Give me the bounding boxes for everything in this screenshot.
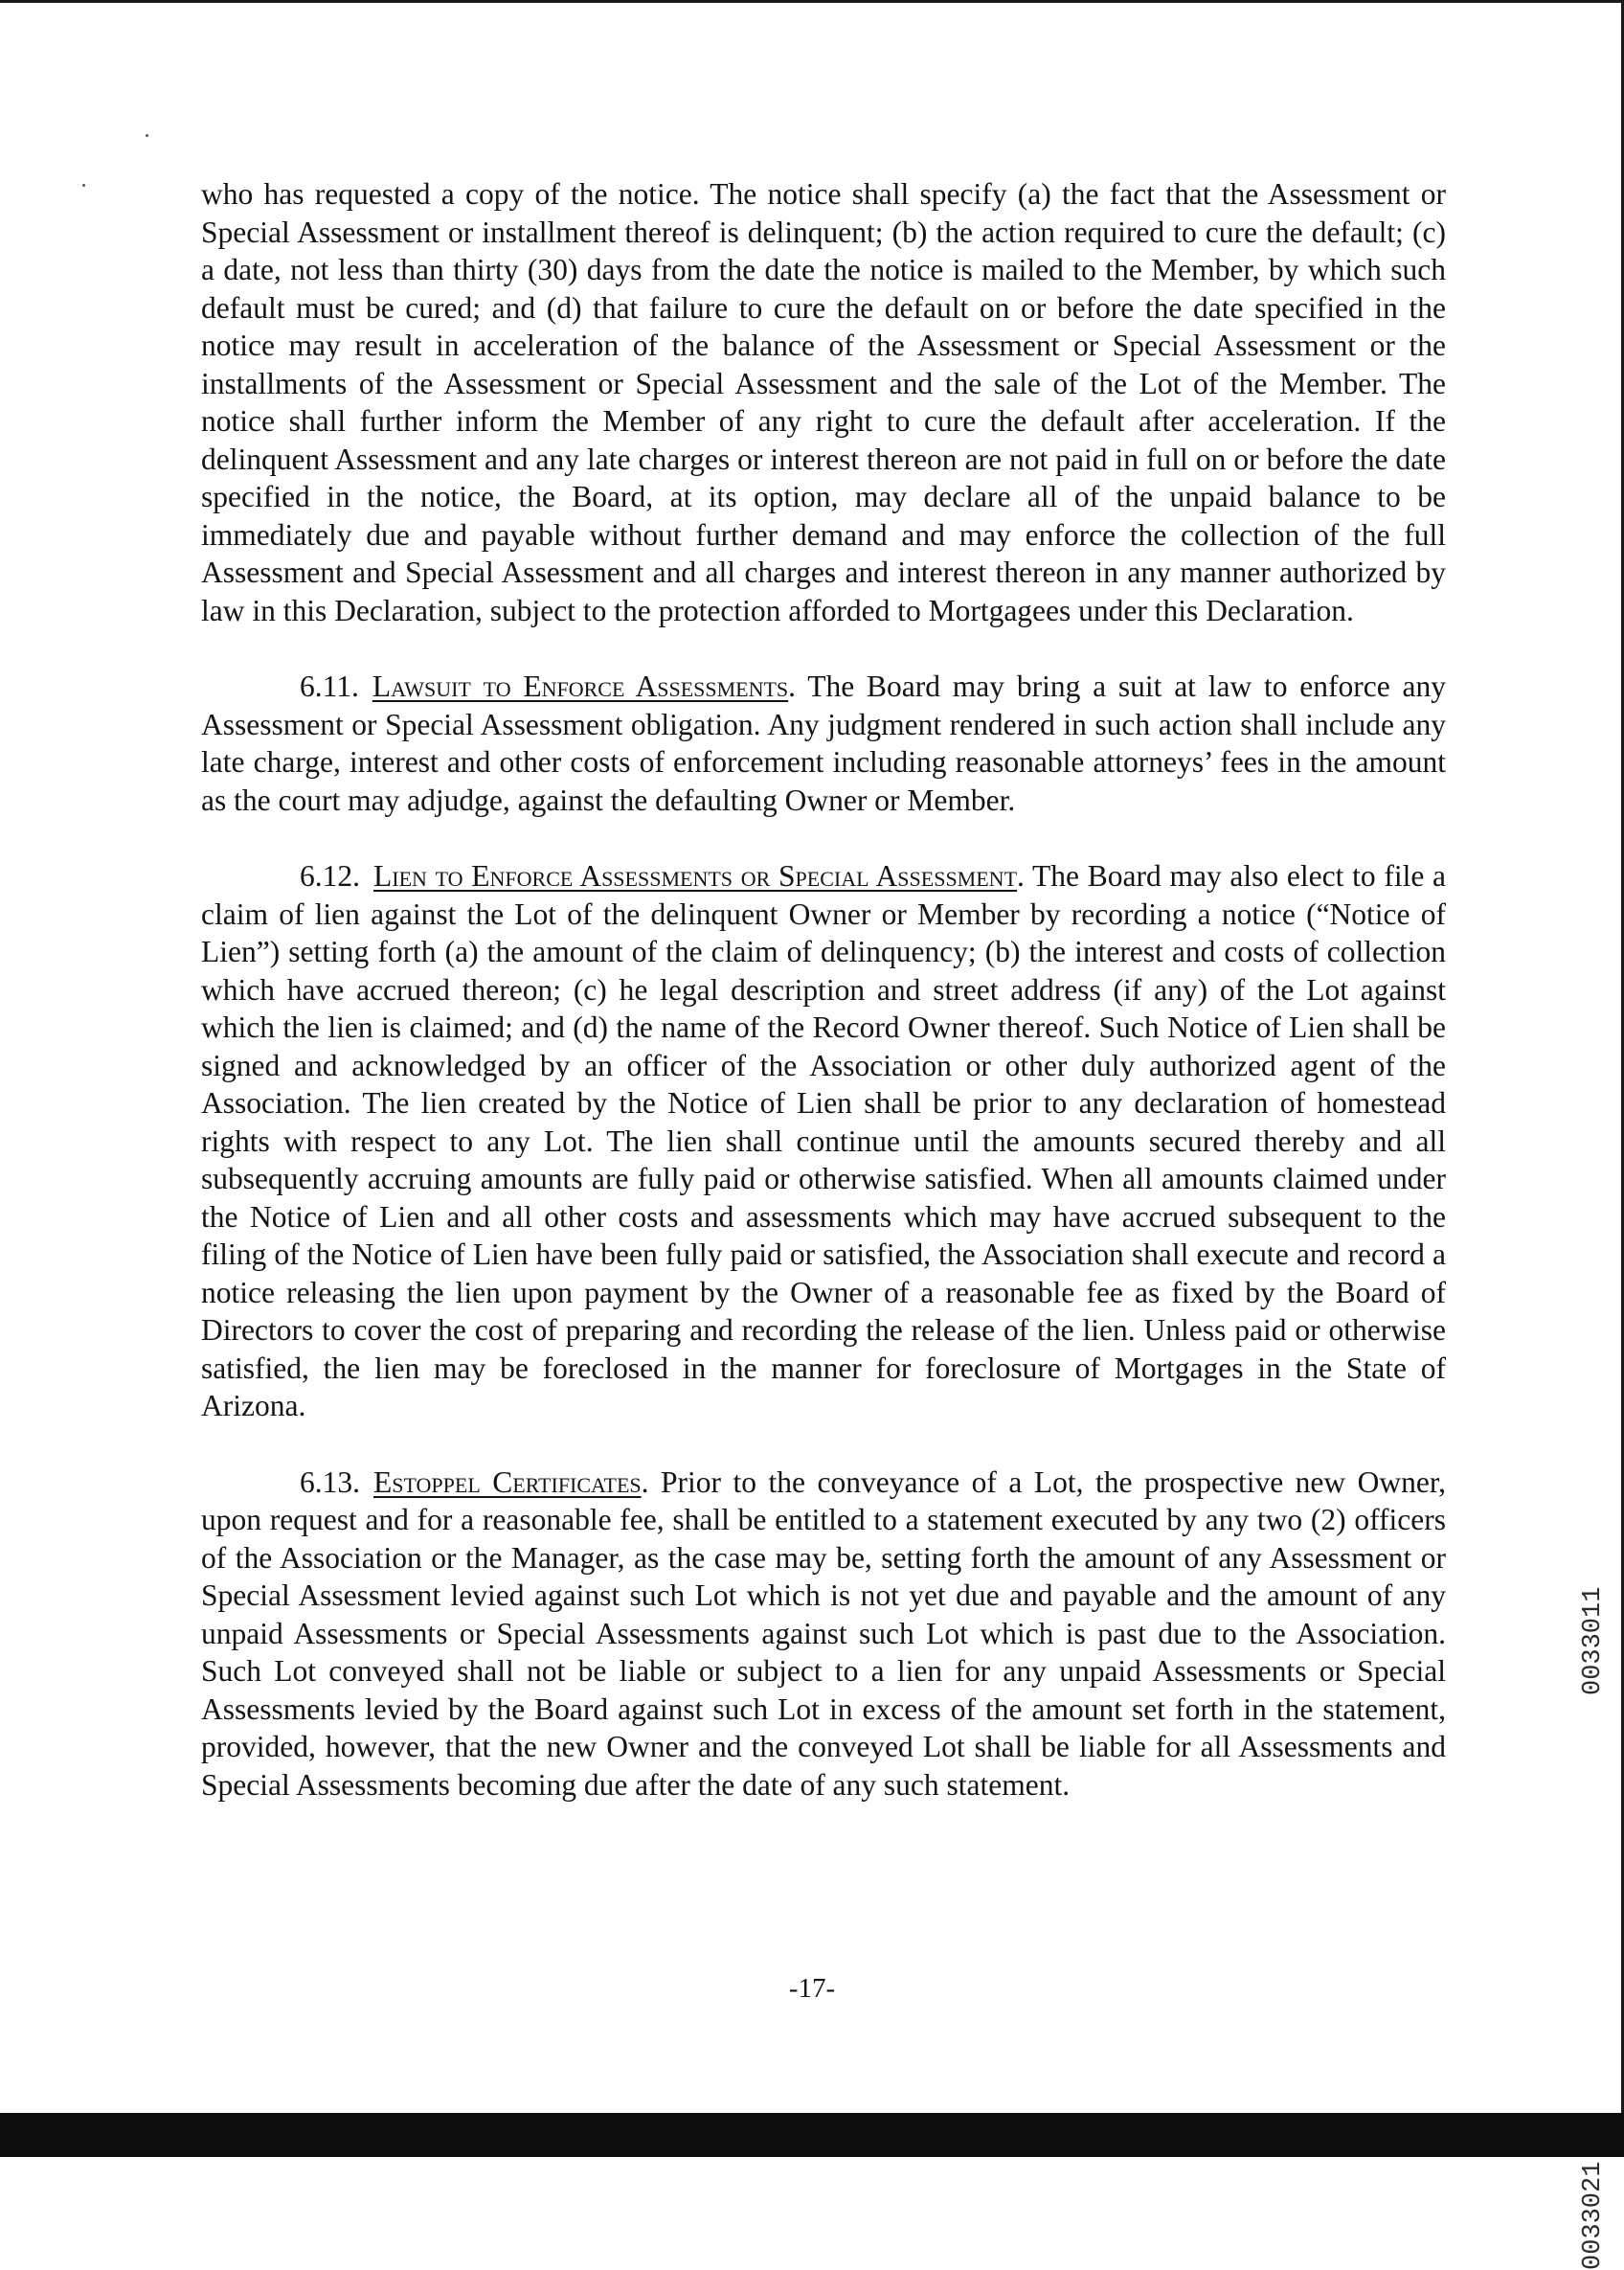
document-body (201, 175, 1446, 1842)
section-body: . Prior to the conveyance of a Lot, the prospective new Owner, upon request and for a reasonable fee, shall be entitled to a statement executed by any two (2) officers of the Association or the Manager, as the case may be, setting forth the amount of any Assessment or Special Assessment levied against such Lot which is not yet due and payable and the amount of any unpaid Assessments or Special Assessments against such Lot which is past due to the Association. Such Lot conveyed shall not be liable or subject to a lien for any unpaid Assessments or Special Assessments levied by the Board against such Lot in excess of the amount set forth in the statement, provided, however, that the new Owner and the conveyed Lot shall be liable for all Assessments and Special Assessments becoming due after the date of any such statement. (201, 1464, 1446, 1802)
section-body: . The Board may bring a suit at law to enforce any Assessment or Special Assessment obligation. Any judgment rendered in such action shall include any late charge, interest and other costs of enforcement including reasonable attorneys’ fees in the amount as the court may adjudge, against the defaulting Owner or Member. (201, 670, 1446, 817)
section-6-13 (201, 1464, 1446, 1805)
section-body: . The Board may also elect to file a claim of lien against the Lot of the delinquent Owner or Member by recording a notice (“Notice of Lien”) setting forth (a) the amount of the claim of delinquency; (b) the interest and costs of collection which have accrued thereon; (c) he legal description and street address (if any) of the Lot against which the lien is claimed; and (d) the name of the Record Owner thereof. Such Notice of Lien shall be signed and acknowledged by an officer of the Association or other duly authorized agent of the Association. The lien created by the Notice of Lien shall be prior to any declaration of homestead rights with respect to any Lot. The lien shall continue until the amounts secured thereby and all subsequently accruing amounts are fully paid or otherwise satisfied. When all amounts claimed under the Notice of Lien and all other costs and assessments which may have accrued subsequent to the filing of the Notice of Lien have been fully paid or satisfied, the Association shall execute and record a notice releasing the lien upon payment by the Owner of a reasonable fee as fixed by the Board of Directors to cover the cost of preparing and recording the release of the lien. Unless paid or otherwise satisfied, the lien may be foreclosed in the manner for foreclosure of Mortgages in the State of Arizona. (201, 859, 1447, 1422)
recording-stamp: 0033011 (1579, 1586, 1608, 1695)
section-heading: Lawsuit to Enforce Assessments (372, 670, 789, 703)
section-number: 6.11. (300, 670, 359, 703)
recording-stamp: 0033021 (1579, 2161, 1608, 2270)
scan-speck (82, 184, 85, 187)
section-number: 6.12. (300, 859, 360, 893)
scan-top-border (0, 0, 1624, 3)
continued-paragraph: who has requested a copy of the notice. The notice shall specify (a) the fact that the Assessment or Special Assessment or installment thereof is delinquent; (b) the action required to cure the default; (c) a date, not less than thirty (30) days from the date the notice is mailed to the Member, by which such default must be cured; and (d) that failure to cure the default on or before the date specified in the notice may result in acceleration of the balance of the Assessment or Special Assessment or the installments of the Assessment or Special Assessment and the sale of the Lot of the Member. The notice shall further inform the Member of any right to cure the default after acceleration. If the delinquent Assessment and any late charges or interest thereon are not paid in full on or before the date specified in the notice, the Board, at its option, may declare all of the unpaid balance to be immediately due and payable without further demand and may enforce the collection of the full Assessment and Special Assessment and all charges and interest thereon in any manner authorized by law in this Declaration, subject to the protection afforded to Mortgagees under this Declaration. (201, 177, 1446, 627)
section-6-12 (201, 857, 1446, 1425)
scan-bottom-border (0, 2113, 1624, 2157)
scan-speck (146, 134, 148, 137)
section-number: 6.13. (300, 1464, 360, 1499)
page-number: -17- (788, 1973, 836, 2004)
section-heading: Estoppel Certificates (373, 1464, 642, 1499)
section-heading: Lien to Enforce Assessments or Special Assessment (373, 859, 1018, 893)
section-6-11 (201, 668, 1446, 819)
